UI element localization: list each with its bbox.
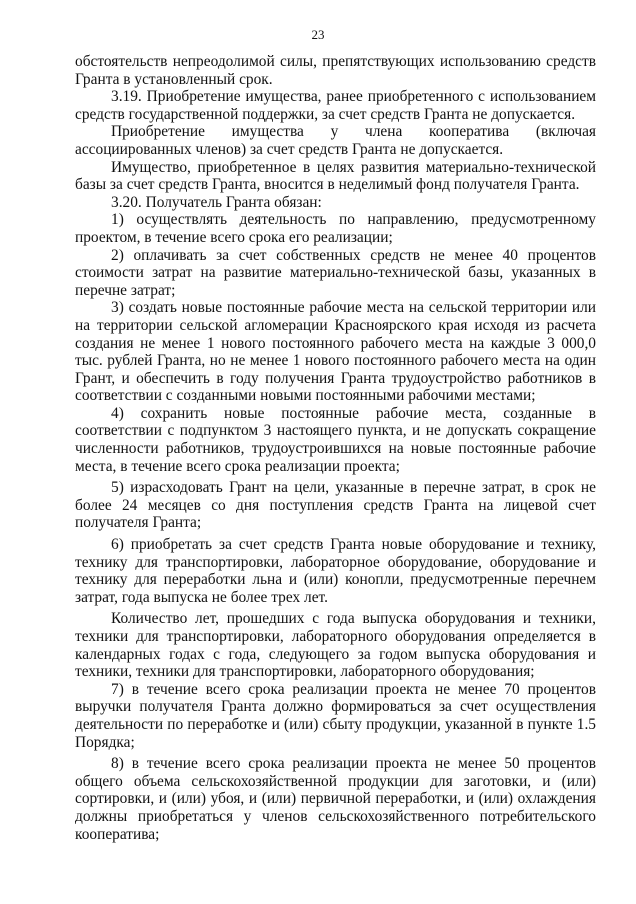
paragraph-3-20: 3.20. Получатель Гранта обязан: xyxy=(111,193,322,211)
paragraph-3-19: 3.19. Приобретение имущества, ранее приобретенного с использованием средств государственной поддержки, за счет средств Гранта не допускается. xyxy=(75,88,596,123)
paragraph-cooperative-member-purchase: Приобретение имущества у члена кооператива (включая ассоциированных членов) за счет средств Гранта не допускается. xyxy=(75,123,596,158)
paragraph-equipment-age: Количество лет, прошедших с года выпуска оборудования и техники, техники для транспортировки, лабораторного оборудования определяется в календарных годах с года, следующего за годом выпуска оборудования и техники, техники для транспортировки, лабораторного оборудования; xyxy=(75,610,596,681)
obligation-8: 8) в течение всего срока реализации проекта не менее 50 процентов общего объема сельскохозяйственной продукции для заготовки, и (или) сортировки, и (или) убоя, и (или) первичной переработки, и (или) охлаждения должны приобретаться у членов сельскохозяйственного потребительского кооператива; xyxy=(75,755,596,843)
obligation-5: 5) израсходовать Грант на цели, указанные в перечне затрат, в срок не более 24 месяцев со дня поступления средств Гранта на лицевой счет получателя Гранта; xyxy=(75,479,596,532)
obligation-1: 1) осуществлять деятельность по направлению, предусмотренному проектом, в течение всего срока его реализации; xyxy=(75,211,596,246)
document-body xyxy=(75,53,596,843)
obligation-3: 3) создать новые постоянные рабочие места на сельской территории или на территории сельской агломерации Красноярского края исходя из расчета создания не менее 1 нового постоянного рабочего места на каждые 3 000,0 тыс. рублей Гранта, но не менее 1 нового постоянного рабочего места на один Грант, и обеспечить в году получения Гранта трудоустройство работников в соответствии с созданными новыми постоянными рабочими местами; xyxy=(75,299,596,405)
obligation-2: 2) оплачивать за счет собственных средств не менее 40 процентов стоимости затрат на развитие материально-технической базы, указанных в перечне затрат; xyxy=(75,246,596,299)
paragraph-continuation: обстоятельств непреодолимой силы, препятствующих использованию средств Гранта в установленный срок. xyxy=(75,53,596,88)
obligation-4: 4) сохранить новые постоянные рабочие места, созданные в соответствии с подпунктом 3 настоящего пункта, и не допускать сокращение численности работников, трудоустроившихся на новые постоянные рабочие места, в течение всего срока реализации проекта; xyxy=(75,404,596,475)
paragraph-indivisible-fund: Имущество, приобретенное в целях развития материально-технической базы за счет средств Гранта, вносится в неделимый фонд получателя Гранта. xyxy=(75,158,596,194)
obligation-6: 6) приобретать за счет средств Гранта новые оборудование и технику, технику для транспортировки, лабораторное оборудование, оборудование и технику для переработки льна и (или) конопли, предусмотренные перечнем затрат, года выпуска не более трех лет. xyxy=(75,536,596,606)
page-number: 23 xyxy=(311,27,325,42)
obligation-7: 7) в течение всего срока реализации проекта не менее 70 процентов выручки получателя Гранта должно формироваться за счет осуществления деятельности по переработке и (или) сбыту продукции, указанной в пункте 1.5 Порядка; xyxy=(75,680,596,751)
